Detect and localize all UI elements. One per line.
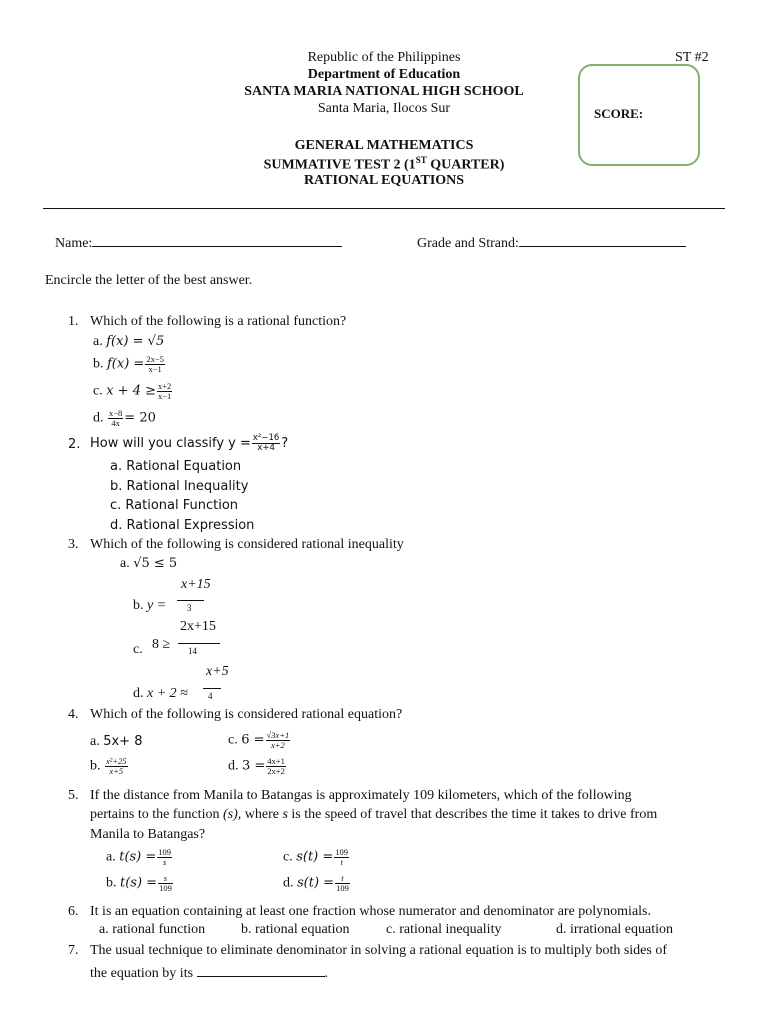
q2-text: How will you classify y = $\frac{\text{x²−16}}{x+4}$ ? bbox=[90, 433, 289, 453]
q3-c-lhs: 8 ≥ bbox=[152, 637, 171, 652]
q1-option-b[interactable]: b. f(x) = $\frac{2x-5}{x-1}$ bbox=[93, 354, 164, 374]
q3-b-denominator: 3 bbox=[187, 603, 192, 613]
q3-option-a[interactable]: a. √5 ≤ 5 bbox=[120, 556, 178, 571]
q3-option-d[interactable]: d. x + 2 ≈ bbox=[133, 686, 188, 701]
school-address: Santa Maria, Ilocos Sur bbox=[317, 101, 451, 116]
q1-number: 1. bbox=[68, 314, 79, 329]
q5-option-d[interactable]: d. s(t) = $\frac{t}{109}$ bbox=[283, 873, 349, 893]
q3-c-fraction-bar bbox=[178, 643, 220, 644]
q7-answer-blank[interactable] bbox=[197, 963, 325, 977]
q2-number: 2. bbox=[68, 437, 81, 452]
topic-title: RATIONAL EQUATIONS bbox=[303, 173, 465, 188]
q3-b-numerator: x+15 bbox=[181, 577, 211, 592]
department-line: Department of Education bbox=[307, 67, 461, 82]
q1-option-a[interactable]: a. f(x) = √5 bbox=[93, 334, 165, 349]
q2-option-d[interactable]: d. Rational Expression bbox=[110, 518, 255, 533]
q6-text: It is an equation containing at least one fraction whose numerator and denominator are polynomials. bbox=[90, 904, 651, 919]
q6-number: 6. bbox=[68, 904, 79, 919]
q5-option-b[interactable]: b. t(s) = $\frac{s}{109}$ bbox=[106, 873, 172, 893]
q4-option-d[interactable]: d. 3 = $\frac{4x+1}{2x+2}$ bbox=[228, 756, 285, 776]
q5-option-c[interactable]: c. s(t) = $\frac{109}{t}$ bbox=[283, 847, 349, 867]
q5-line3: Manila to Batangas? bbox=[90, 827, 206, 842]
q3-c-numerator: 2x+15 bbox=[180, 619, 216, 634]
q5-option-a[interactable]: a. t(s) = $\frac{109}{s}$ bbox=[106, 847, 172, 867]
q3-text: Which of the following is considered rational inequality bbox=[90, 537, 404, 552]
grade-strand-field[interactable]: Grade and Strand: bbox=[417, 233, 686, 252]
q3-d-denominator: 4 bbox=[208, 691, 213, 701]
q4-text: Which of the following is considered rational equation? bbox=[90, 707, 403, 722]
q4-number: 4. bbox=[68, 707, 79, 722]
q5-line2: pertains to the function (s), where s is the speed of travel that describes the time it takes to drive from bbox=[90, 807, 658, 822]
q6-option-b[interactable]: b. rational equation bbox=[241, 922, 350, 937]
q6-option-a[interactable]: a. rational function bbox=[99, 922, 206, 937]
q7-line1: The usual technique to eliminate denominator in solving a rational equation is to multiply both sides of bbox=[90, 943, 668, 958]
q7-line2: the equation by its . bbox=[90, 963, 328, 982]
school-name: SANTA MARIA NATIONAL HIGH SCHOOL bbox=[244, 84, 524, 99]
instructions: Encircle the letter of the best answer. bbox=[45, 273, 253, 288]
name-field[interactable]: Name: bbox=[55, 233, 342, 252]
q3-b-fraction-bar bbox=[177, 600, 204, 601]
q7-number: 7. bbox=[68, 943, 79, 958]
score-label: SCORE: bbox=[594, 106, 644, 121]
q3-option-b[interactable]: b. y = bbox=[133, 598, 167, 613]
q3-d-fraction-bar bbox=[203, 688, 221, 689]
subject-title: GENERAL MATHEMATICS bbox=[294, 138, 474, 153]
q3-c-denominator: 14 bbox=[188, 646, 197, 656]
q5-number: 5. bbox=[68, 788, 79, 803]
q2-option-c[interactable]: c. Rational Function bbox=[110, 498, 239, 513]
q3-c-label[interactable]: c. bbox=[133, 642, 143, 657]
test-title: SUMMATIVE TEST 2 (1ST QUARTER) bbox=[263, 155, 505, 173]
q2-option-b[interactable]: b. Rational Inequality bbox=[110, 479, 249, 494]
q6-option-d[interactable]: d. irrational equation bbox=[556, 922, 674, 937]
test-id: ST #2 bbox=[675, 50, 709, 65]
header-divider bbox=[43, 208, 725, 209]
q6-option-c[interactable]: c. rational inequality bbox=[386, 922, 502, 937]
q3-number: 3. bbox=[68, 537, 79, 552]
q1-option-c[interactable]: c. x + 4 ≥ $\frac{x+2}{x-1}$ bbox=[93, 381, 172, 401]
q1-option-d[interactable]: d. $\frac{x-8}{4x}$ = 20 bbox=[93, 408, 156, 428]
q2-option-a[interactable]: a. Rational Equation bbox=[110, 459, 242, 474]
q1-text: Which of the following is a rational function? bbox=[90, 314, 347, 329]
republic-line: Republic of the Philippines bbox=[307, 50, 461, 65]
q5-line1: If the distance from Manila to Batangas is approximately 109 kilometers, which of the following bbox=[90, 788, 632, 803]
q4-option-a[interactable]: a. 5x+ 8 bbox=[90, 734, 143, 749]
q4-option-c[interactable]: c. 6 = $\frac{√3x+1}{x+2}$ bbox=[228, 730, 290, 750]
q3-d-numerator: x+5 bbox=[206, 664, 229, 679]
q4-option-b[interactable]: b. $\frac{\text{x²+25}}{x+5}$ bbox=[90, 756, 127, 776]
